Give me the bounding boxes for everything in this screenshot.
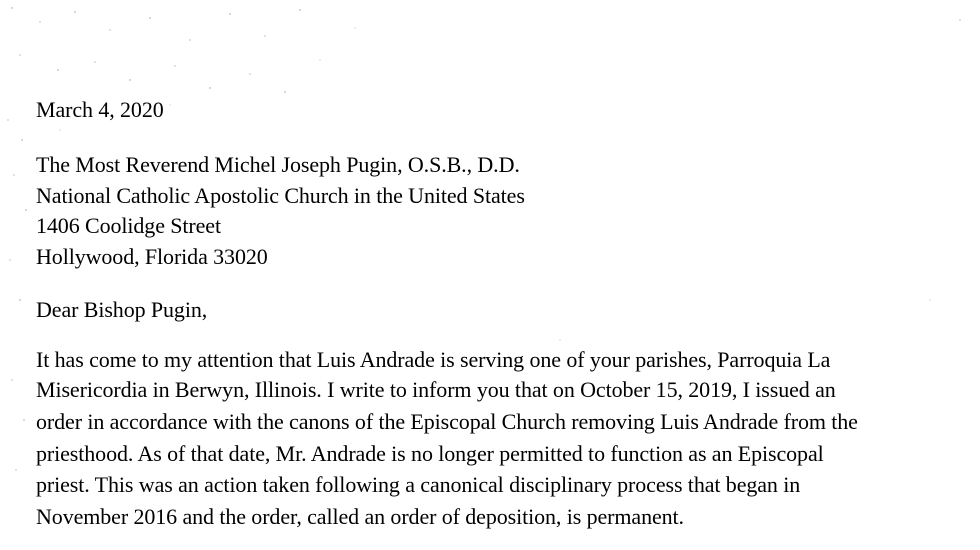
recipient-city-state-zip: Hollywood, Florida 33020 [36,244,268,269]
recipient-organization: National Catholic Apostolic Church in the United States [36,183,525,208]
body-line: priesthood. As of that date, Mr. Andrade is no longer permitted to function as an Episcopal [36,441,824,466]
body-line: order in accordance with the canons of the Episcopal Church removing Luis Andrade from the [36,409,858,434]
body-line: priest. This was an action taken following a canonical disciplinary process that began in [36,472,801,497]
recipient-street: 1406 Coolidge Street [36,213,221,238]
letter-date: March 4, 2020 [36,97,164,122]
body-line: November 2016 and the order, called an order of deposition, is permanent. [36,504,684,529]
body-line: It has come to my attention that Luis Andrade is serving one of your parishes, Parroquia La [36,347,831,372]
recipient-name: The Most Reverend Michel Joseph Pugin, O.S.B., D.D. [36,152,520,177]
body-line: Misericordia in Berwyn, Illinois. I write to inform you that on October 15, 2019, I issued an [36,377,836,402]
salutation: Dear Bishop Pugin, [36,297,208,322]
